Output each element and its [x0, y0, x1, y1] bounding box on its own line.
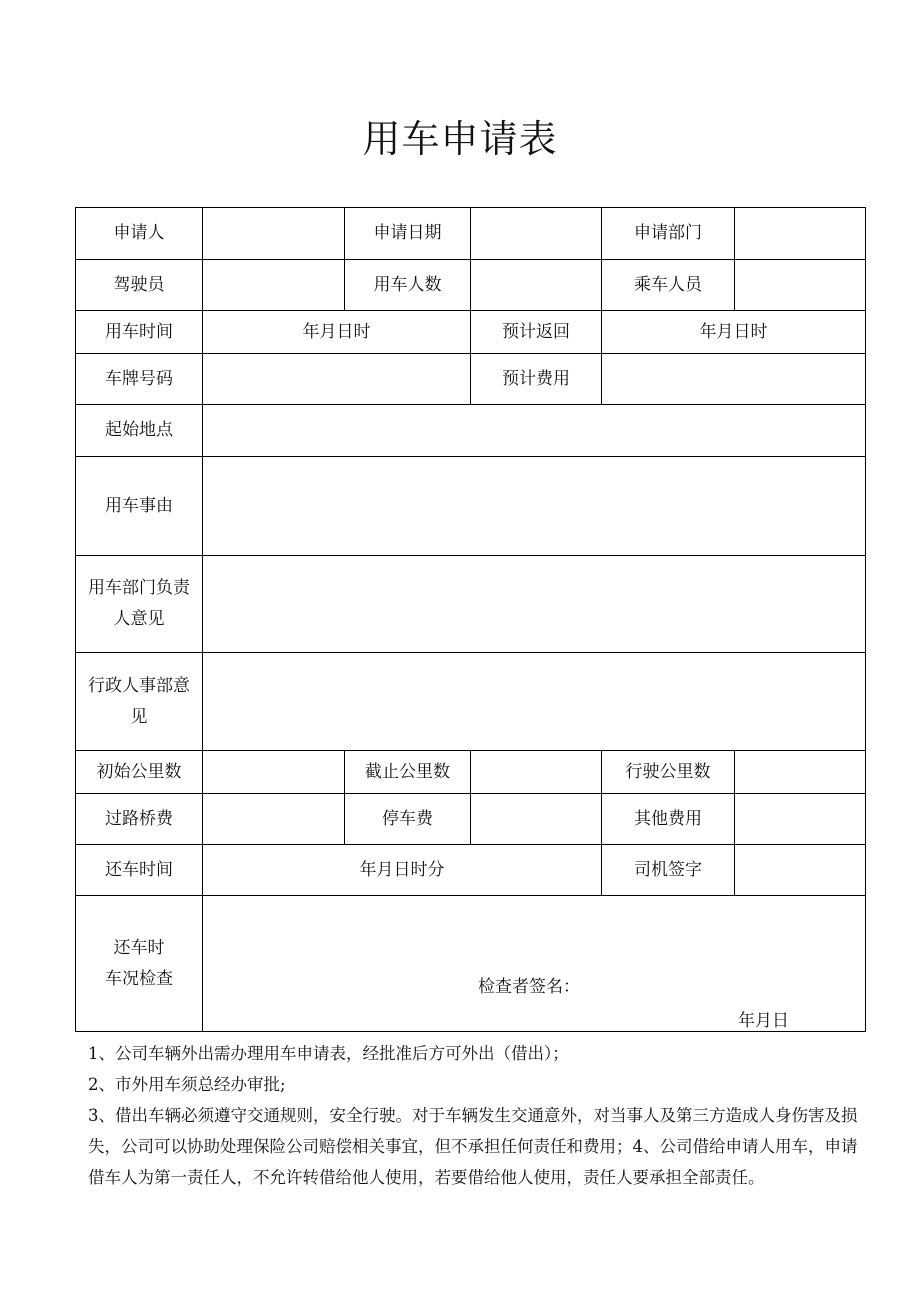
label-other-cost: 其他费用: [602, 794, 735, 845]
note-1: 1、公司车辆外出需办理用车申请表，经批准后方可外出（借出）；: [88, 1044, 569, 1063]
notes: [88, 1038, 868, 1193]
field-route[interactable]: [203, 405, 866, 457]
vehicle-request-form: [75, 207, 866, 1032]
label-return-est: 预计返回: [471, 311, 602, 354]
field-driver[interactable]: [203, 260, 345, 311]
field-return-time[interactable]: 年月日时分: [203, 845, 602, 896]
label-return-check: [76, 896, 203, 1032]
label-toll: 过路桥费: [76, 794, 203, 845]
field-start-km[interactable]: [203, 751, 345, 794]
label-plate: 车牌号码: [76, 354, 203, 405]
return-check-line2: 车况检查: [105, 968, 173, 989]
label-route: 起始地点: [76, 405, 203, 457]
field-parking[interactable]: [471, 794, 602, 845]
label-reason: 用车事由: [76, 457, 203, 556]
field-toll[interactable]: [203, 794, 345, 845]
field-driver-sign[interactable]: [735, 845, 866, 896]
field-dept-opinion[interactable]: [203, 556, 866, 653]
label-parking: 停车费: [345, 794, 471, 845]
field-end-km[interactable]: [471, 751, 602, 794]
check-date-label: 年月日: [738, 1011, 789, 1031]
field-admin-opinion[interactable]: [203, 653, 866, 751]
field-use-time[interactable]: 年月日时: [203, 311, 471, 354]
page-title: 用车申请表: [362, 117, 558, 161]
field-driven-km[interactable]: [735, 751, 866, 794]
label-dept-opinion: 用车部门负责人意见: [76, 556, 203, 653]
note-2: 2、市外用车须总经办审批;: [88, 1075, 286, 1094]
field-return-est[interactable]: 年月日时: [602, 311, 866, 354]
label-driver: 驾驶员: [76, 260, 203, 311]
return-check-line1: 还车时: [113, 937, 165, 958]
label-apply-dept: 申请部门: [602, 208, 735, 260]
label-passengers: 乘车人员: [602, 260, 735, 311]
label-apply-date: 申请日期: [345, 208, 471, 260]
field-reason[interactable]: [203, 457, 866, 556]
label-applicant: 申请人: [76, 208, 203, 260]
label-passenger-count: 用车人数: [345, 260, 471, 311]
label-driver-sign: 司机签字: [602, 845, 735, 896]
field-passengers[interactable]: [735, 260, 866, 311]
checker-sign-label: 检查者签名：: [478, 977, 580, 997]
label-start-km: 初始公里数: [76, 751, 203, 794]
field-apply-date[interactable]: [471, 208, 602, 260]
label-cost-est: 预计费用: [471, 354, 602, 405]
field-plate[interactable]: [203, 354, 471, 405]
field-other-cost[interactable]: [735, 794, 866, 845]
label-use-time: 用车时间: [76, 311, 203, 354]
label-admin-opinion: 行政人事部意见: [76, 653, 203, 751]
field-apply-dept[interactable]: [735, 208, 866, 260]
field-applicant[interactable]: [203, 208, 345, 260]
label-driven-km: 行驶公里数: [602, 751, 735, 794]
field-return-check[interactable]: [203, 896, 866, 1032]
note-3: 3、借出车辆必须遵守交通规则，安全行驶。对于车辆发生交通意外，对当事人及第三方造成人身伤害及损失，公司可以协助处理保险公司赔偿相关事宜，但不承担任何责任和费用；4、公司借给申请人用车，申请借车人为第一责任人，不允许转借给他人使用，若要借给他人使用，责任人要承担全部责任。: [88, 1106, 858, 1187]
label-return-time: 还车时间: [76, 845, 203, 896]
field-passenger-count[interactable]: [471, 260, 602, 311]
label-end-km: 截止公里数: [345, 751, 471, 794]
field-cost-est[interactable]: [602, 354, 866, 405]
